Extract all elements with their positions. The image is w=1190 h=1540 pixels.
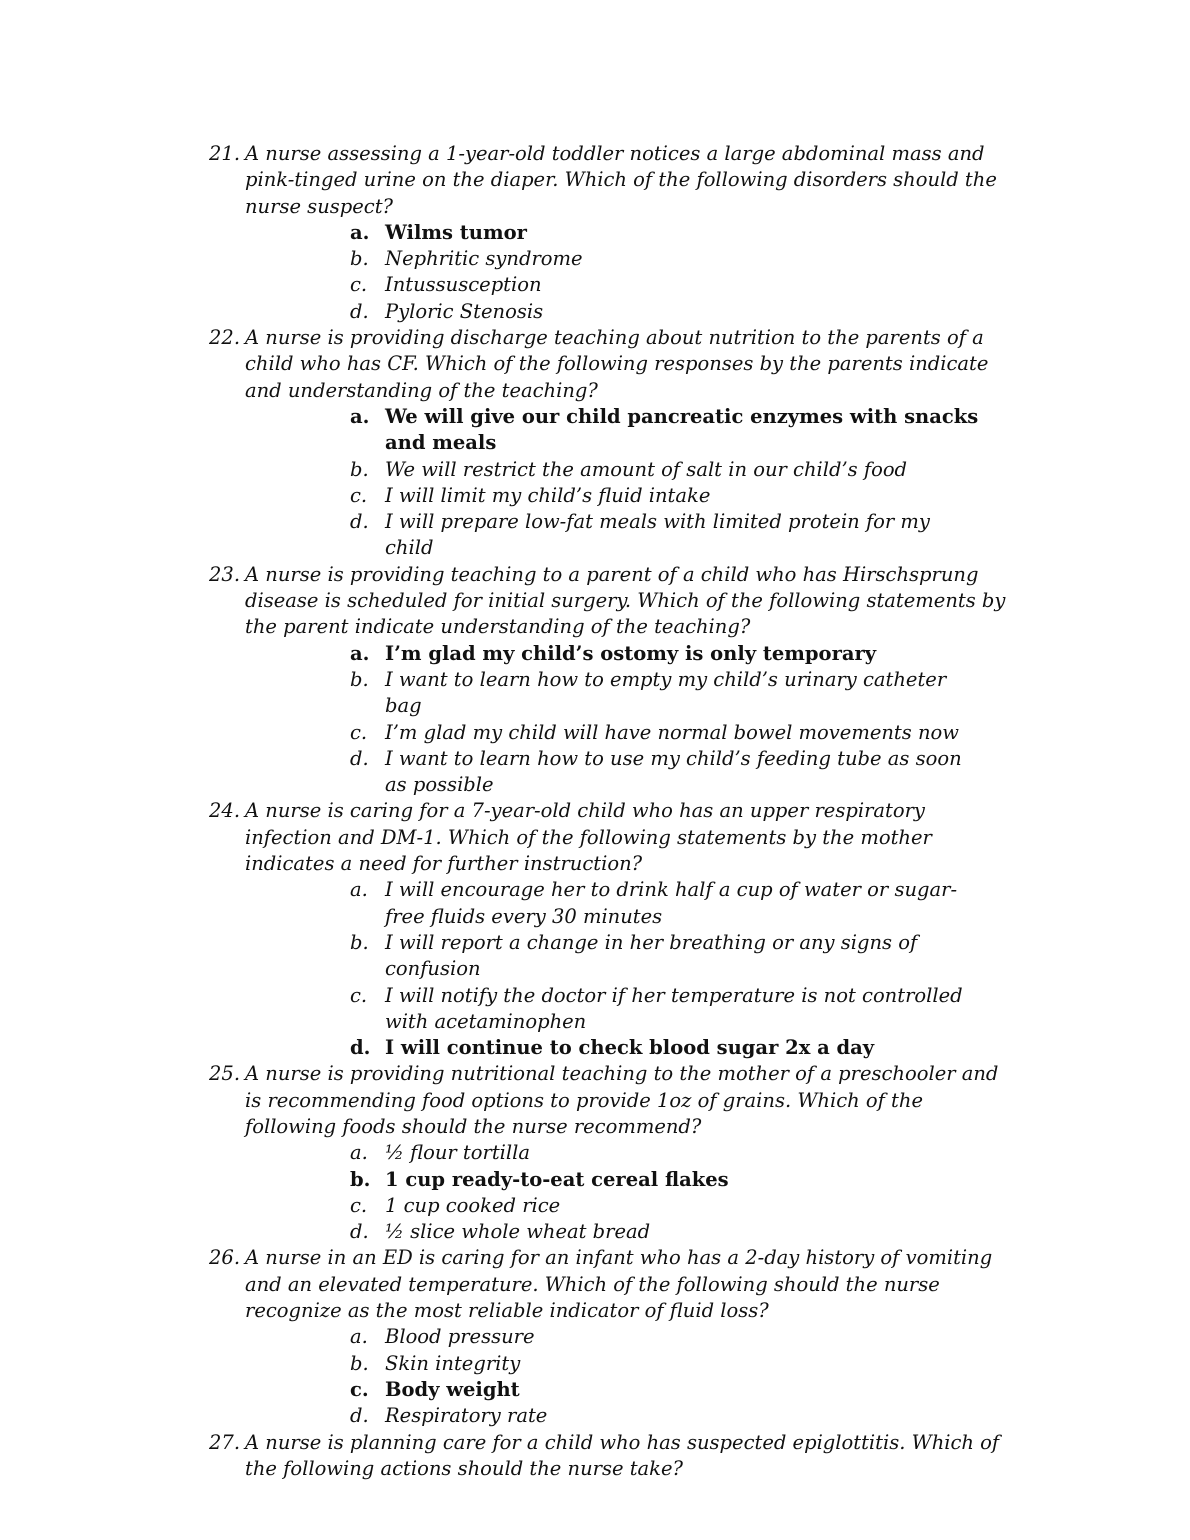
option-letter: d.	[350, 1220, 369, 1244]
option-letter: b.	[350, 930, 369, 954]
answer-options	[0, 641, 1190, 799]
question-number: 22.	[209, 326, 241, 350]
answer-options	[0, 220, 1190, 325]
answer-option	[0, 930, 1190, 983]
answer-option-correct	[0, 1035, 1190, 1061]
question-block	[0, 1245, 1190, 1429]
answer-options	[0, 877, 1190, 1061]
option-letter: b.	[350, 667, 369, 691]
question-block	[0, 562, 1190, 799]
option-letter: a.	[350, 220, 370, 244]
answer-option	[0, 483, 1190, 509]
option-text: We will restrict the amount of salt in our child’s food	[385, 457, 908, 481]
question-text: A nurse assessing a 1-year-old toddler notices a large abdominal mass and pink-tinged urine on the diaper. Which of the following disorders should the nurse suspect?	[245, 142, 997, 218]
document-page	[0, 141, 1190, 1482]
question-text: A nurse is providing nutritional teaching to the mother of a preschooler and is recommending food options to provide 1oz of grains. Which of the following foods should the nurse recommend?	[245, 1062, 999, 1138]
option-letter: c.	[350, 483, 368, 507]
option-text: I want to learn how to empty my child’s urinary catheter bag	[385, 667, 947, 718]
answer-option-correct	[0, 641, 1190, 667]
question-text: A nurse is providing discharge teaching about nutrition to the parents of a child who has CF. Which of the following responses by the parents indicate and understanding of the teaching?	[245, 326, 989, 402]
option-text: I will encourage her to drink half a cup of water or sugar-free fluids every 30 minutes	[385, 878, 958, 928]
answer-option	[0, 746, 1190, 799]
option-text: Nephritic syndrome	[385, 247, 583, 271]
answer-option	[0, 299, 1190, 325]
option-text: Intussusception	[385, 273, 542, 297]
option-letter: c.	[350, 720, 368, 744]
question-block	[0, 1430, 1190, 1483]
option-text: Wilms tumor	[385, 220, 527, 244]
question	[0, 562, 1190, 641]
option-letter: d.	[350, 299, 369, 323]
answer-option	[0, 1193, 1190, 1219]
option-text: I will limit my child’s fluid intake	[385, 483, 711, 507]
option-letter: d.	[350, 510, 369, 534]
answer-option-correct	[0, 404, 1190, 457]
answer-option	[0, 877, 1190, 930]
question-block	[0, 798, 1190, 1061]
question-block	[0, 141, 1190, 325]
option-letter: c.	[350, 273, 368, 297]
answer-option	[0, 457, 1190, 483]
option-letter: a.	[350, 1325, 368, 1349]
question-number: 27.	[209, 1430, 241, 1454]
question	[0, 1430, 1190, 1483]
answer-options	[0, 1140, 1190, 1245]
option-text: I’m glad my child will have normal bowel movements now	[385, 720, 959, 744]
option-text: I will continue to check blood sugar 2x a day	[385, 1036, 875, 1060]
option-letter: b.	[350, 1351, 369, 1375]
question-number: 25.	[209, 1062, 241, 1086]
question	[0, 325, 1190, 404]
question-text: A nurse is providing teaching to a parent of a child who has Hirschsprung disease is scheduled for initial surgery. Which of the following statements by the parent indicate understanding of the teaching?	[245, 562, 1006, 639]
question-number: 24.	[209, 799, 241, 823]
option-text: Respiratory rate	[385, 1404, 548, 1428]
option-letter: b.	[350, 1167, 371, 1191]
answer-option-correct	[0, 220, 1190, 246]
answer-options	[0, 404, 1190, 562]
option-text: I will prepare low-fat meals with limited protein for my child	[385, 510, 930, 560]
option-letter: d.	[350, 746, 369, 770]
answer-option	[0, 1351, 1190, 1377]
option-letter: c.	[350, 983, 368, 1007]
question-number: 23.	[209, 562, 241, 586]
answer-option	[0, 1140, 1190, 1166]
answer-option	[0, 1324, 1190, 1350]
question-number: 26.	[209, 1246, 241, 1270]
option-letter: a.	[350, 878, 368, 902]
option-letter: a.	[350, 641, 370, 665]
answer-option	[0, 667, 1190, 720]
option-text: Blood pressure	[385, 1325, 535, 1349]
question-number: 21.	[209, 142, 241, 165]
option-letter: a.	[350, 404, 370, 428]
option-letter: c.	[350, 1377, 369, 1401]
answer-option	[0, 983, 1190, 1036]
question-block	[0, 1061, 1190, 1245]
question-text: A nurse in an ED is caring for an infant who has a 2-day history of vomiting and an elevated temperature. Which of the following should the nurse recognize as the most reliable indicator of fluid loss?	[245, 1246, 993, 1323]
question-text: A nurse is caring for a 7-year-old child who has an upper respiratory infection and DM-1. Which of the following statements by the mother indicates a need for further instruction?	[245, 799, 932, 876]
answer-option	[0, 272, 1190, 298]
option-text: 1 cup ready-to-eat cereal flakes	[385, 1167, 729, 1191]
option-text: I want to learn how to use my child’s feeding tube as soon as possible	[385, 746, 962, 797]
question	[0, 141, 1190, 220]
question-text: A nurse is planning care for a child who has suspected epiglottitis. Which of the following actions should the nurse take?	[245, 1430, 1000, 1480]
answer-option	[0, 509, 1190, 562]
question	[0, 798, 1190, 877]
answer-option	[0, 1403, 1190, 1429]
option-letter: b.	[350, 247, 369, 271]
option-text: I will notify the doctor if her temperature is not controlled with acetaminophen	[385, 983, 963, 1033]
answer-option	[0, 720, 1190, 746]
option-text: I’m glad my child’s ostomy is only temporary	[385, 641, 877, 665]
answer-option-correct	[0, 1167, 1190, 1193]
option-text: I will report a change in her breathing or any signs of confusion	[385, 930, 918, 981]
answer-options	[0, 1324, 1190, 1429]
question	[0, 1245, 1190, 1324]
option-text: Skin integrity	[385, 1351, 521, 1375]
option-text: ½ flour tortilla	[385, 1141, 530, 1165]
answer-option-correct	[0, 1377, 1190, 1403]
answer-option	[0, 1219, 1190, 1245]
question	[0, 1061, 1190, 1140]
option-letter: a.	[350, 1141, 368, 1165]
option-letter: c.	[350, 1193, 368, 1217]
option-letter: d.	[350, 1404, 369, 1428]
option-text: 1 cup cooked rice	[385, 1193, 561, 1217]
answer-option	[0, 246, 1190, 272]
option-text: Pyloric Stenosis	[385, 299, 544, 323]
question-block	[0, 325, 1190, 562]
option-letter: d.	[350, 1036, 371, 1060]
option-text: We will give our child pancreatic enzymes with snacks and meals	[385, 404, 979, 455]
option-text: Body weight	[385, 1377, 520, 1401]
option-text: ½ slice whole wheat bread	[385, 1220, 651, 1244]
option-letter: b.	[350, 457, 369, 481]
